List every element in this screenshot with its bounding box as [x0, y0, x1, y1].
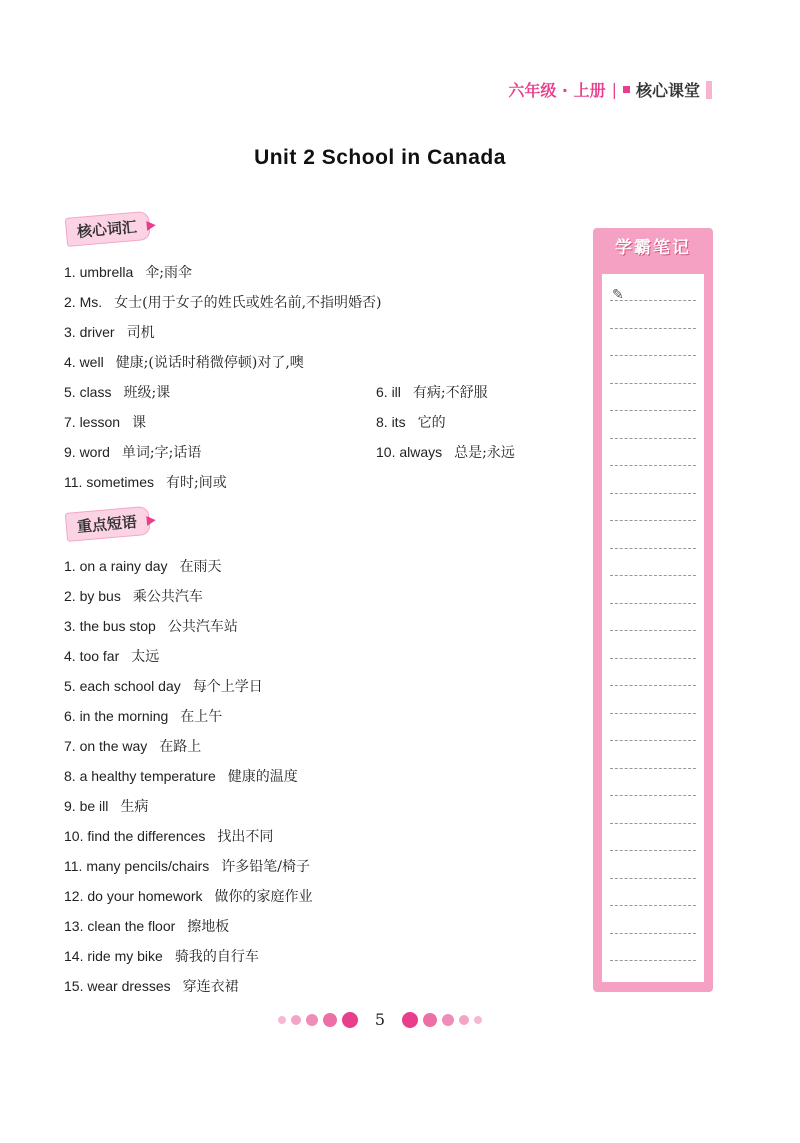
phrase-item	[64, 554, 222, 578]
footer-dot	[474, 1016, 482, 1024]
phrase-item	[64, 674, 263, 698]
vocab-item	[64, 470, 227, 494]
vocab-zh: 有病;不舒服	[412, 385, 488, 401]
pencil-icon: ✎	[612, 287, 624, 303]
square-bullet-icon	[623, 86, 630, 93]
page-number: 5	[374, 1010, 386, 1029]
vocab-zh: 伞;雨伞	[145, 265, 192, 281]
note-line	[610, 575, 696, 576]
phrase-en: 1. on a rainy day	[64, 558, 168, 574]
header-end-bar	[706, 81, 712, 99]
phrase-zh: 许多铅笔/椅子	[221, 859, 310, 875]
vocab-en: 9. word	[64, 444, 110, 460]
vocab-tag-label: 核心词汇	[65, 211, 151, 247]
vocab-en: 1. umbrella	[64, 264, 134, 280]
phrase-zh: 每个上学日	[192, 679, 263, 695]
vocab-item	[64, 260, 192, 284]
phrases-tag	[65, 505, 157, 542]
vocab-item	[64, 410, 146, 434]
vocab-en: 7. lesson	[64, 414, 121, 430]
vocab-zh: 班级;课	[123, 385, 171, 401]
phrase-en: 14. ride my bike	[64, 948, 163, 964]
phrase-en: 13. clean the floor	[64, 918, 176, 934]
phrase-zh: 擦地板	[187, 919, 230, 935]
phrase-item	[64, 734, 201, 758]
phrase-en: 4. too far	[64, 648, 120, 664]
phrase-zh: 在雨天	[179, 559, 222, 575]
phrase-zh: 健康的温度	[227, 769, 298, 785]
vocab-item	[64, 320, 155, 344]
notes-lines-area[interactable]	[602, 274, 704, 982]
phrase-en: 2. by bus	[64, 588, 121, 604]
vocab-en: 2. Ms.	[64, 294, 103, 310]
vocab-zh: 有时;间或	[166, 475, 227, 491]
note-line	[610, 438, 696, 439]
phrase-zh: 骑我的自行车	[174, 949, 259, 965]
note-line	[610, 410, 696, 411]
vocab-zh: 女士(用于女子的姓氏或姓名前,不指明婚否)	[114, 295, 382, 311]
phrase-item	[64, 704, 222, 728]
vocab-item	[376, 440, 515, 464]
phrase-en: 15. wear dresses	[64, 978, 171, 994]
phrases-tag-label: 重点短语	[65, 506, 151, 542]
header-separator: |	[611, 80, 617, 99]
note-line	[610, 713, 696, 714]
footer-dot	[306, 1014, 318, 1026]
phrase-en: 8. a healthy temperature	[64, 768, 216, 784]
phrase-zh: 找出不同	[217, 829, 274, 845]
vocab-en: 8. its	[376, 414, 406, 430]
phrase-item	[64, 644, 159, 668]
vocab-zh: 它的	[417, 415, 446, 431]
note-line	[610, 658, 696, 659]
footer-dot	[423, 1013, 437, 1027]
phrase-item	[64, 764, 298, 788]
phrase-item	[64, 914, 229, 938]
notes-title: 学霸笔记	[615, 238, 691, 258]
note-line	[610, 740, 696, 741]
vocab-item	[376, 410, 446, 434]
section-label: 核心课堂	[635, 81, 700, 100]
phrase-zh: 太远	[131, 649, 160, 665]
vocab-item	[64, 440, 201, 464]
note-line	[610, 878, 696, 879]
footer-dot	[323, 1013, 337, 1027]
phrase-zh: 做你的家庭作业	[214, 889, 313, 905]
vocab-item	[64, 350, 304, 374]
note-line	[610, 355, 696, 356]
phrase-en: 3. the bus stop	[64, 618, 156, 634]
note-line	[610, 603, 696, 604]
vocab-item	[376, 380, 488, 404]
note-line	[610, 630, 696, 631]
notes-panel	[593, 228, 713, 992]
note-line	[610, 905, 696, 906]
phrase-item	[64, 974, 239, 998]
footer-dot	[342, 1012, 358, 1028]
vocab-zh: 司机	[126, 325, 155, 341]
note-line	[610, 383, 696, 384]
footer-dot	[402, 1012, 418, 1028]
vocab-zh: 课	[132, 415, 147, 431]
note-line	[610, 493, 696, 494]
phrase-item	[64, 854, 310, 878]
note-line	[610, 548, 696, 549]
phrase-zh: 公共汽车站	[167, 619, 238, 635]
pen-tip-icon	[146, 220, 156, 231]
vocab-en: 6. ill	[376, 384, 401, 400]
note-line	[610, 795, 696, 796]
phrase-item	[64, 884, 313, 908]
note-line	[610, 823, 696, 824]
phrase-zh: 在路上	[159, 739, 202, 755]
footer-dot	[291, 1015, 301, 1025]
note-line	[610, 685, 696, 686]
phrase-en: 6. in the morning	[64, 708, 169, 724]
phrase-item	[64, 824, 273, 848]
note-line	[610, 300, 696, 301]
vocab-en: 4. well	[64, 354, 104, 370]
phrase-en: 11. many pencils/chairs	[64, 858, 210, 874]
vocab-en: 5. class	[64, 384, 112, 400]
note-line	[610, 933, 696, 934]
page-header	[508, 78, 712, 101]
footer-dot	[278, 1016, 286, 1024]
note-line	[610, 328, 696, 329]
page-footer	[0, 1010, 760, 1029]
vocab-tag	[65, 210, 157, 247]
note-line	[610, 768, 696, 769]
phrase-item	[64, 944, 259, 968]
vocab-zh: 总是;永远	[454, 445, 515, 461]
phrase-zh: 乘公共汽车	[132, 589, 203, 605]
phrase-zh: 在上午	[180, 709, 223, 725]
footer-dot	[459, 1015, 469, 1025]
pen-tip-icon	[146, 515, 156, 526]
phrase-zh: 生病	[120, 799, 149, 815]
footer-dot	[442, 1014, 454, 1026]
grade-label: 六年级 · 上册	[508, 81, 606, 100]
phrase-zh: 穿连衣裙	[182, 979, 239, 995]
phrase-en: 9. be ill	[64, 798, 109, 814]
phrase-item	[64, 584, 203, 608]
vocab-zh: 单词;字;话语	[121, 445, 202, 461]
phrase-item	[64, 794, 148, 818]
note-line	[610, 520, 696, 521]
note-line	[610, 465, 696, 466]
vocab-item	[64, 290, 382, 314]
vocab-en: 3. driver	[64, 324, 115, 340]
vocab-item	[64, 380, 170, 404]
phrase-en: 12. do your homework	[64, 888, 203, 904]
note-line	[610, 960, 696, 961]
vocab-en: 11. sometimes	[64, 474, 154, 490]
vocab-zh: 健康;(说话时稍微停顿)对了,噢	[115, 355, 304, 371]
unit-title: Unit 2 School in Canada	[254, 146, 506, 169]
phrase-en: 7. on the way	[64, 738, 148, 754]
phrase-en: 5. each school day	[64, 678, 181, 694]
vocab-en: 10. always	[376, 444, 443, 460]
note-line	[610, 850, 696, 851]
phrase-item	[64, 614, 238, 638]
phrase-en: 10. find the differences	[64, 828, 206, 844]
